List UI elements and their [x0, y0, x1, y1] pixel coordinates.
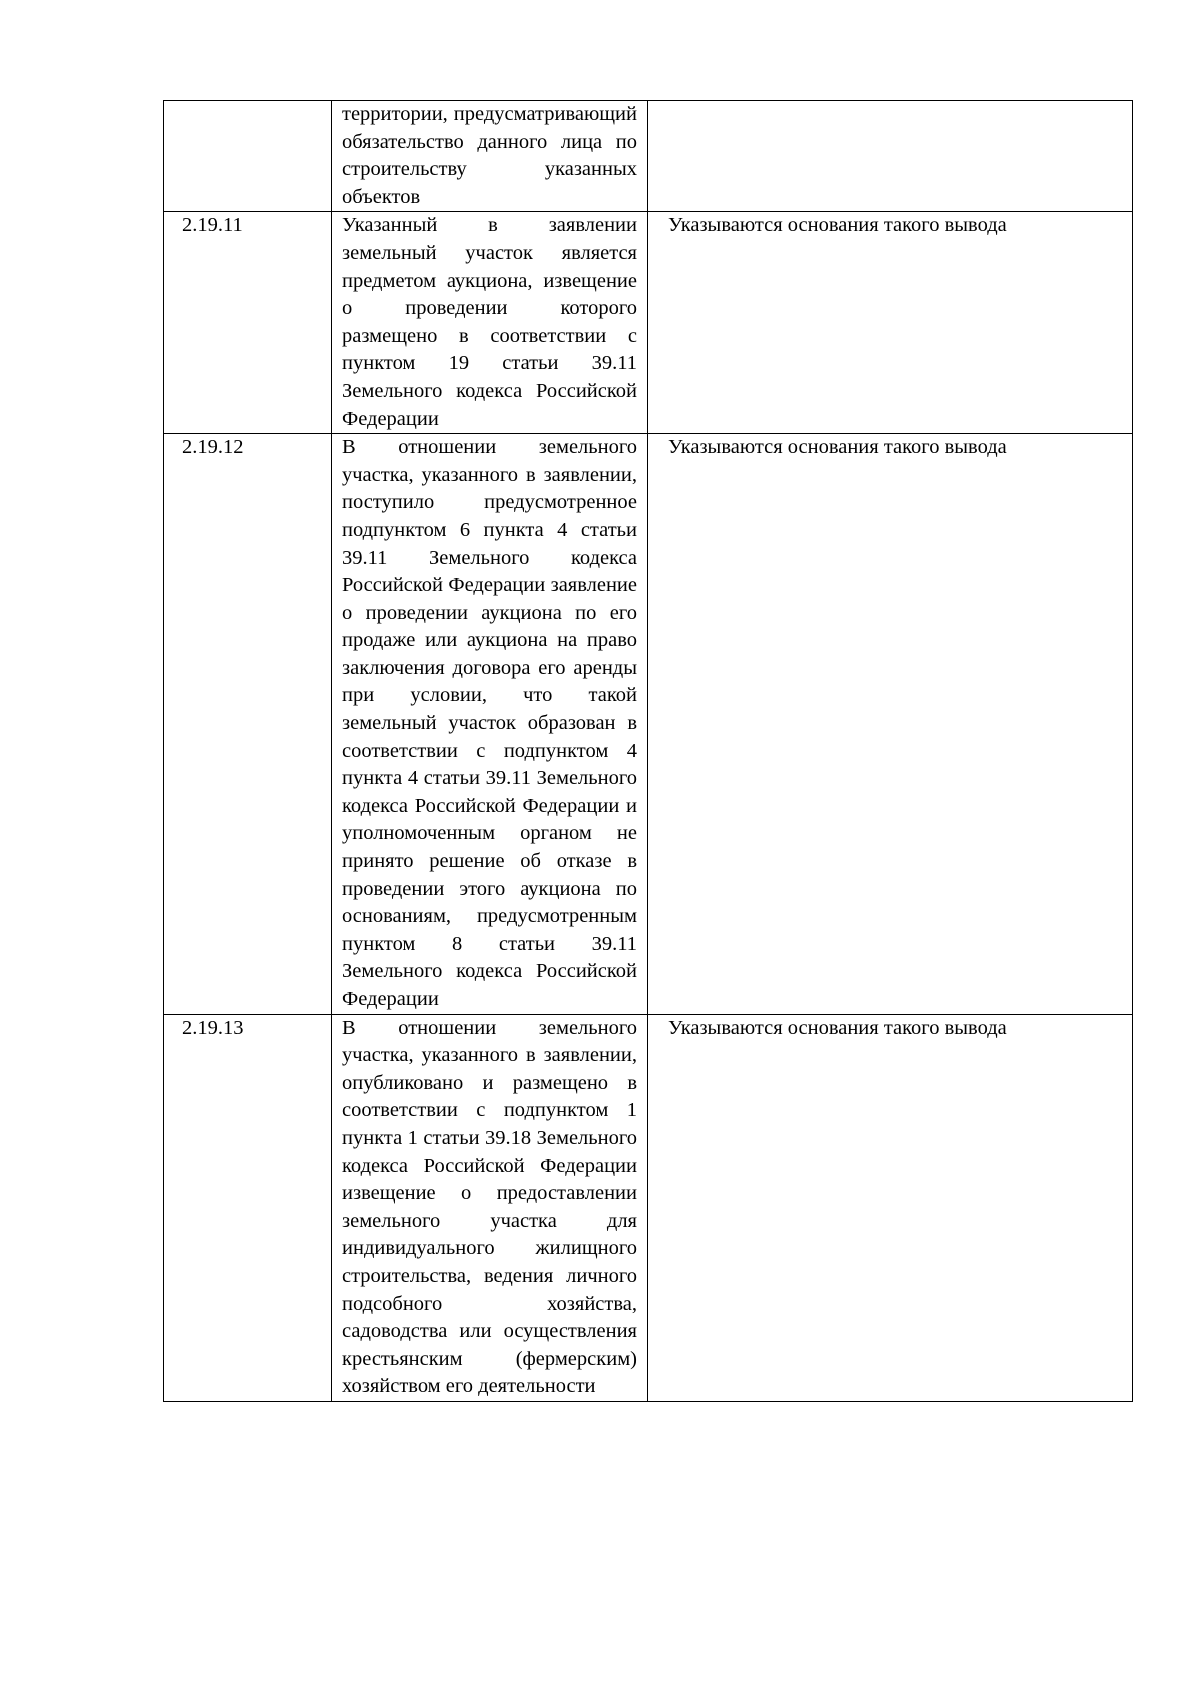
condition-cell [332, 1014, 648, 1401]
row-number-cell [164, 212, 332, 434]
explanation-cell [648, 212, 1133, 434]
row-number-cell [164, 434, 332, 1014]
row-number: 2.19.13 [182, 1016, 244, 1039]
row-number-cell [164, 101, 332, 212]
explanation-cell [648, 434, 1133, 1014]
table-row [164, 212, 1133, 434]
explanation-text: Указываются основания такого вывода [668, 214, 1007, 237]
explanation-text: Указываются основания такого вывода [668, 1016, 1007, 1039]
explanation-text: Указываются основания такого вывода [668, 436, 1007, 459]
condition-text: территории, предусматривающий обязательство данного лица по строительству указанных объектов [342, 103, 637, 208]
explanation-cell [648, 1014, 1133, 1401]
row-number: 2.19.12 [182, 436, 244, 459]
table-row [164, 434, 1133, 1014]
condition-cell [332, 212, 648, 434]
row-number-cell [164, 1014, 332, 1401]
explanation-cell [648, 101, 1133, 212]
condition-text: В отношении земельного участка, указанного в заявлении, опубликовано и размещено в соответствии с подпунктом 1 пункта 1 статьи 39.18 Земельного кодекса Российской Федерации извещение о предоставлении земельного участка для индивидуального жилищного строительства, ведения личного подсобного хозяйства, садоводства или осуществления крестьянским (фермерским) хозяйством его деятельности [342, 1016, 637, 1398]
grounds-table [163, 100, 1133, 1402]
condition-cell [332, 434, 648, 1014]
condition-cell [332, 101, 648, 212]
condition-text: Указанный в заявлении земельный участок является предметом аукциона, извещение о проведении которого размещено в соответствии с пунктом 19 статьи 39.11 Земельного кодекса Российской Федерации [342, 214, 637, 430]
table-row [164, 1014, 1133, 1401]
row-number: 2.19.11 [182, 214, 243, 237]
table-row [164, 101, 1133, 212]
condition-text: В отношении земельного участка, указанного в заявлении, поступило предусмотренное подпунктом 6 пункта 4 статьи 39.11 Земельного кодекса Российской Федерации заявление о проведении аукциона по его продаже или аукциона на право заключения договора его аренды при условии, что такой земельный участок образован в соответствии с подпунктом 4 пункта 4 статьи 39.11 Земельного кодекса Российской Федерации и уполномоченным органом не принято решение об отказе в проведении этого аукциона по основаниям, предусмотренным пунктом 8 статьи 39.11 Земельного кодекса Российской Федерации [342, 436, 637, 1010]
